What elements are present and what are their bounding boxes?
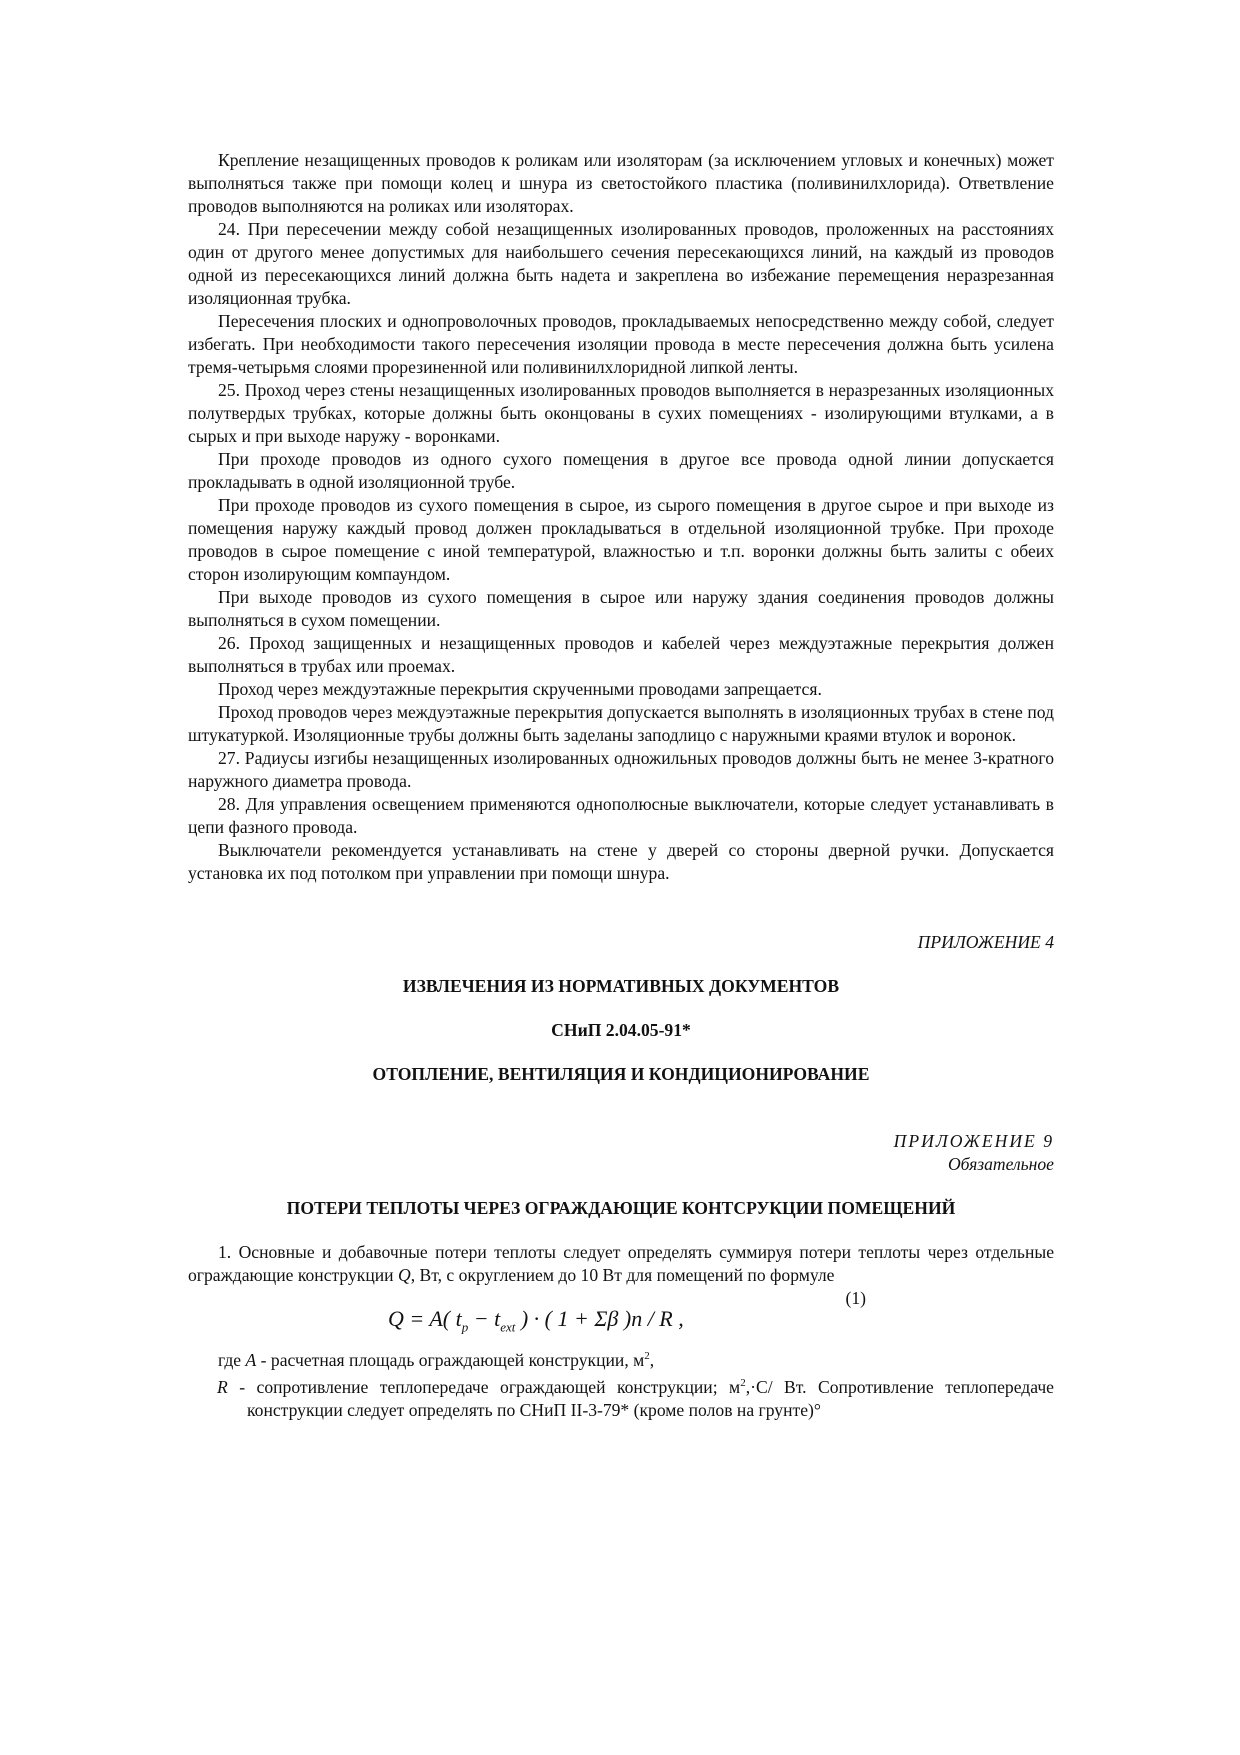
- heading-heating: ОТОПЛЕНИЕ, ВЕНТИЛЯЦИЯ И КОНДИЦИОНИРОВАНИЕ: [372, 1064, 870, 1084]
- definition-a: [188, 1345, 1054, 1372]
- text: где: [218, 1349, 246, 1370]
- paragraph: 25. Проход через стены незащищенных изолированных проводов выполняется в неразрезанных изоляционных полутвердых трубках, которые должны быть оконцованы в сухих помещениях - изолирующими втулками, а в сырых и при выходе наружу - воронками.: [188, 380, 1054, 446]
- paragraph: Крепление незащищенных проводов к роликам или изоляторам (за исключением угловых и конечных) может выполняться также при помощи колец и шнура из светостойкого пластика (поливинилхлорида). Ответвление проводов выполняются на роликах или изоляторах.: [188, 150, 1054, 216]
- formula-number: (1): [845, 1288, 866, 1308]
- document-page: [188, 149, 1054, 1422]
- heading-heat-loss: ПОТЕРИ ТЕПЛОТЫ ЧЕРЕЗ ОГРАЖДАЮЩИЕ КОНТСРУКЦИИ ПОМЕЩЕНИЙ: [286, 1198, 956, 1218]
- paragraph: 27. Радиусы изгибы незащищенных изолированных одножильных проводов должны быть не менее 3-кратного наружного диаметра провода.: [188, 748, 1054, 791]
- definition-r: [188, 1372, 1054, 1422]
- superscript: 2: [740, 1376, 746, 1389]
- formula-block: [188, 1287, 1054, 1345]
- text: - расчетная площадь ограждающей конструкции, м: [256, 1349, 645, 1370]
- variable-a: A: [245, 1349, 257, 1370]
- paragraph: При выходе проводов из сухого помещения в сырое или наружу здания соединения проводов должны выполняться в сухом помещении.: [188, 587, 1054, 630]
- formula-part: Q = A( t: [388, 1306, 462, 1331]
- paragraph: Пересечения плоских и однопроволочных проводов, прокладываемых непосредственно между собой, следует избегать. При необходимости такого пересечения изоляции провода в месте пересечения должна быть усилена тремя-четырьмя слоями прорезиненной или поливинилхлоридной липкой ленты.: [188, 311, 1054, 377]
- mandatory-label: Обязательное: [947, 1154, 1054, 1174]
- variable-q: Q: [397, 1265, 411, 1285]
- superscript: 2: [644, 1350, 650, 1362]
- text: ,·С/ Вт. Сопротивление теплопередаче конструкции следует определять по СНиП II-3-79* (кроме полов на грунте)°: [247, 1376, 1054, 1420]
- text: , Вт, с округлением до 10 Вт для помещений по формуле: [410, 1265, 835, 1285]
- paragraph: 24. При пересечении между собой незащищенных изолированных проводов, проложенных на расстояниях один от другого менее допустимых для наибольшего сечения пересекающихся линий, на каждый из проводов одной из пересекающихся линий должна быть надета и закреплена во избежание перемещения неразрезанная изоляционная трубка.: [188, 219, 1054, 308]
- heat-loss-formula: [388, 1307, 684, 1338]
- formula-part: ) · ( 1 + Σβ )n / R ,: [515, 1306, 684, 1331]
- paragraph: Выключатели рекомендуется устанавливать на стене у дверей со стороны дверной ручки. Допускается установка их под потолком при управлении при помощи шнура.: [188, 840, 1054, 883]
- heading-snip: СНиП 2.04.05-91*: [551, 1020, 691, 1040]
- paragraph: 26. Проход защищенных и незащищенных проводов и кабелей через междуэтажные перекрытия должен выполняться в трубах или проемах.: [188, 633, 1054, 676]
- paragraph: При проходе проводов из одного сухого помещения в другое все провода одной линии допускается прокладывать в одной изоляционной трубе.: [188, 449, 1054, 492]
- appendix-4-label: ПРИЛОЖЕНИЕ 4: [917, 932, 1054, 952]
- paragraph-heat-loss: [188, 1241, 1054, 1287]
- paragraph: Проход проводов через междуэтажные перекрытия допускается выполнять в изоляционных трубах в стене под штукатуркой. Изоляционные трубы должны быть заделаны заподлицо с наружными краями втулок и воронок.: [188, 702, 1054, 745]
- formula-part: − t: [468, 1306, 501, 1331]
- text: ,: [649, 1349, 655, 1370]
- appendix-9-label: ПРИЛОЖЕНИЕ 9: [893, 1131, 1054, 1151]
- variable-r: R: [217, 1376, 228, 1397]
- paragraph: Проход через междуэтажные перекрытия скрученными проводами запрещается.: [218, 679, 822, 699]
- formula-sub: ext: [500, 1319, 516, 1335]
- paragraph: При проходе проводов из сухого помещения в сырое, из сырого помещения в другое сырое и при выходе из помещения наружу каждый провод должен прокладываться в отдельной изоляционной трубке. При проходе проводов в сырое помещение с иной температурой, влажностью и т.п. воронки должны быть залиты с обеих сторон изолирующим компаундом.: [188, 495, 1054, 584]
- paragraph: 28. Для управления освещением применяются однополюсные выключатели, которые следует устанавливать в цепи фазного провода.: [188, 794, 1054, 837]
- heading-extracts: ИЗВЛЕЧЕНИЯ ИЗ НОРМАТИВНЫХ ДОКУМЕНТОВ: [402, 976, 840, 996]
- text: 1. Основные и добавочные потери теплоты следует определять суммируя потери теплоты через отдельные ограждающие конструкции: [188, 1242, 1054, 1285]
- formula-sub: p: [461, 1319, 469, 1335]
- text: - сопротивление теплопередаче ограждающей конструкции; м: [227, 1376, 741, 1397]
